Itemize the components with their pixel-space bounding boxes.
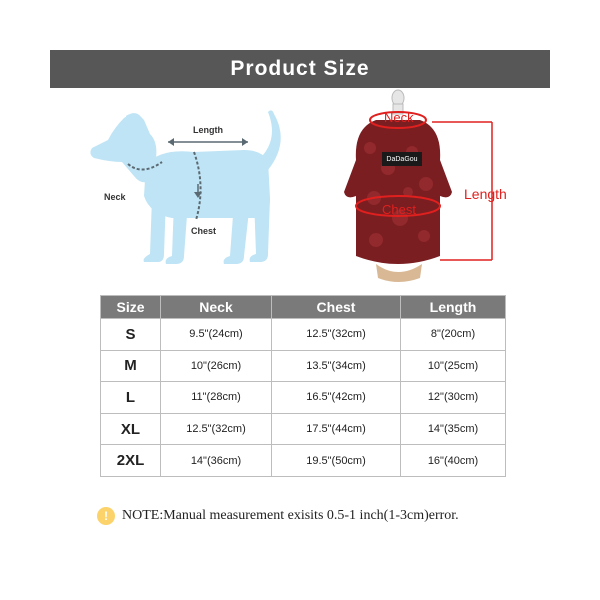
measurement-note xyxy=(97,507,459,525)
table-row xyxy=(101,350,506,382)
length-cell: 8"(20cm) xyxy=(401,319,506,351)
chest-cell: 17.5"(44cm) xyxy=(272,413,401,445)
sweater-length-label: Length xyxy=(464,186,507,202)
size-cell: S xyxy=(101,319,161,351)
table-row xyxy=(101,445,506,477)
length-cell: 12"(30cm) xyxy=(401,382,506,414)
note-text: NOTE:Manual measurement exisits 0.5-1 inch(1-3cm)error. xyxy=(122,508,459,523)
table-row xyxy=(101,413,506,445)
chest-cell: 19.5"(50cm) xyxy=(272,445,401,477)
header-neck: Neck xyxy=(161,296,272,319)
neck-cell: 11"(28cm) xyxy=(161,382,272,414)
dog-neck-label: Neck xyxy=(104,192,126,202)
page-title: Product Size xyxy=(230,57,370,80)
dog-length-label: Length xyxy=(193,125,223,135)
size-chart-table xyxy=(100,295,506,477)
neck-cell: 9.5"(24cm) xyxy=(161,319,272,351)
header-size: Size xyxy=(101,296,161,319)
table-header-row xyxy=(101,296,506,319)
neck-cell: 14"(36cm) xyxy=(161,445,272,477)
size-cell: XL xyxy=(101,413,161,445)
header-length: Length xyxy=(401,296,506,319)
table-row xyxy=(101,382,506,414)
sweater-neck-label: Neck xyxy=(384,110,414,125)
chest-cell: 13.5"(34cm) xyxy=(272,350,401,382)
neck-cell: 10"(26cm) xyxy=(161,350,272,382)
length-cell: 14"(35cm) xyxy=(401,413,506,445)
table-row xyxy=(101,319,506,351)
length-cell: 16"(40cm) xyxy=(401,445,506,477)
warning-icon: ! xyxy=(97,507,115,525)
chest-cell: 16.5"(42cm) xyxy=(272,382,401,414)
length-cell: 10"(25cm) xyxy=(401,350,506,382)
product-size-banner xyxy=(50,50,550,88)
neck-cell: 12.5"(32cm) xyxy=(161,413,272,445)
brand-tag: DaDaGou xyxy=(382,152,422,166)
sweater-chest-label: Chest xyxy=(382,202,416,217)
header-chest: Chest xyxy=(272,296,401,319)
chest-cell: 12.5"(32cm) xyxy=(272,319,401,351)
size-cell: M xyxy=(101,350,161,382)
dog-chest-label: Chest xyxy=(191,226,217,236)
size-cell: L xyxy=(101,382,161,414)
size-cell: 2XL xyxy=(101,445,161,477)
